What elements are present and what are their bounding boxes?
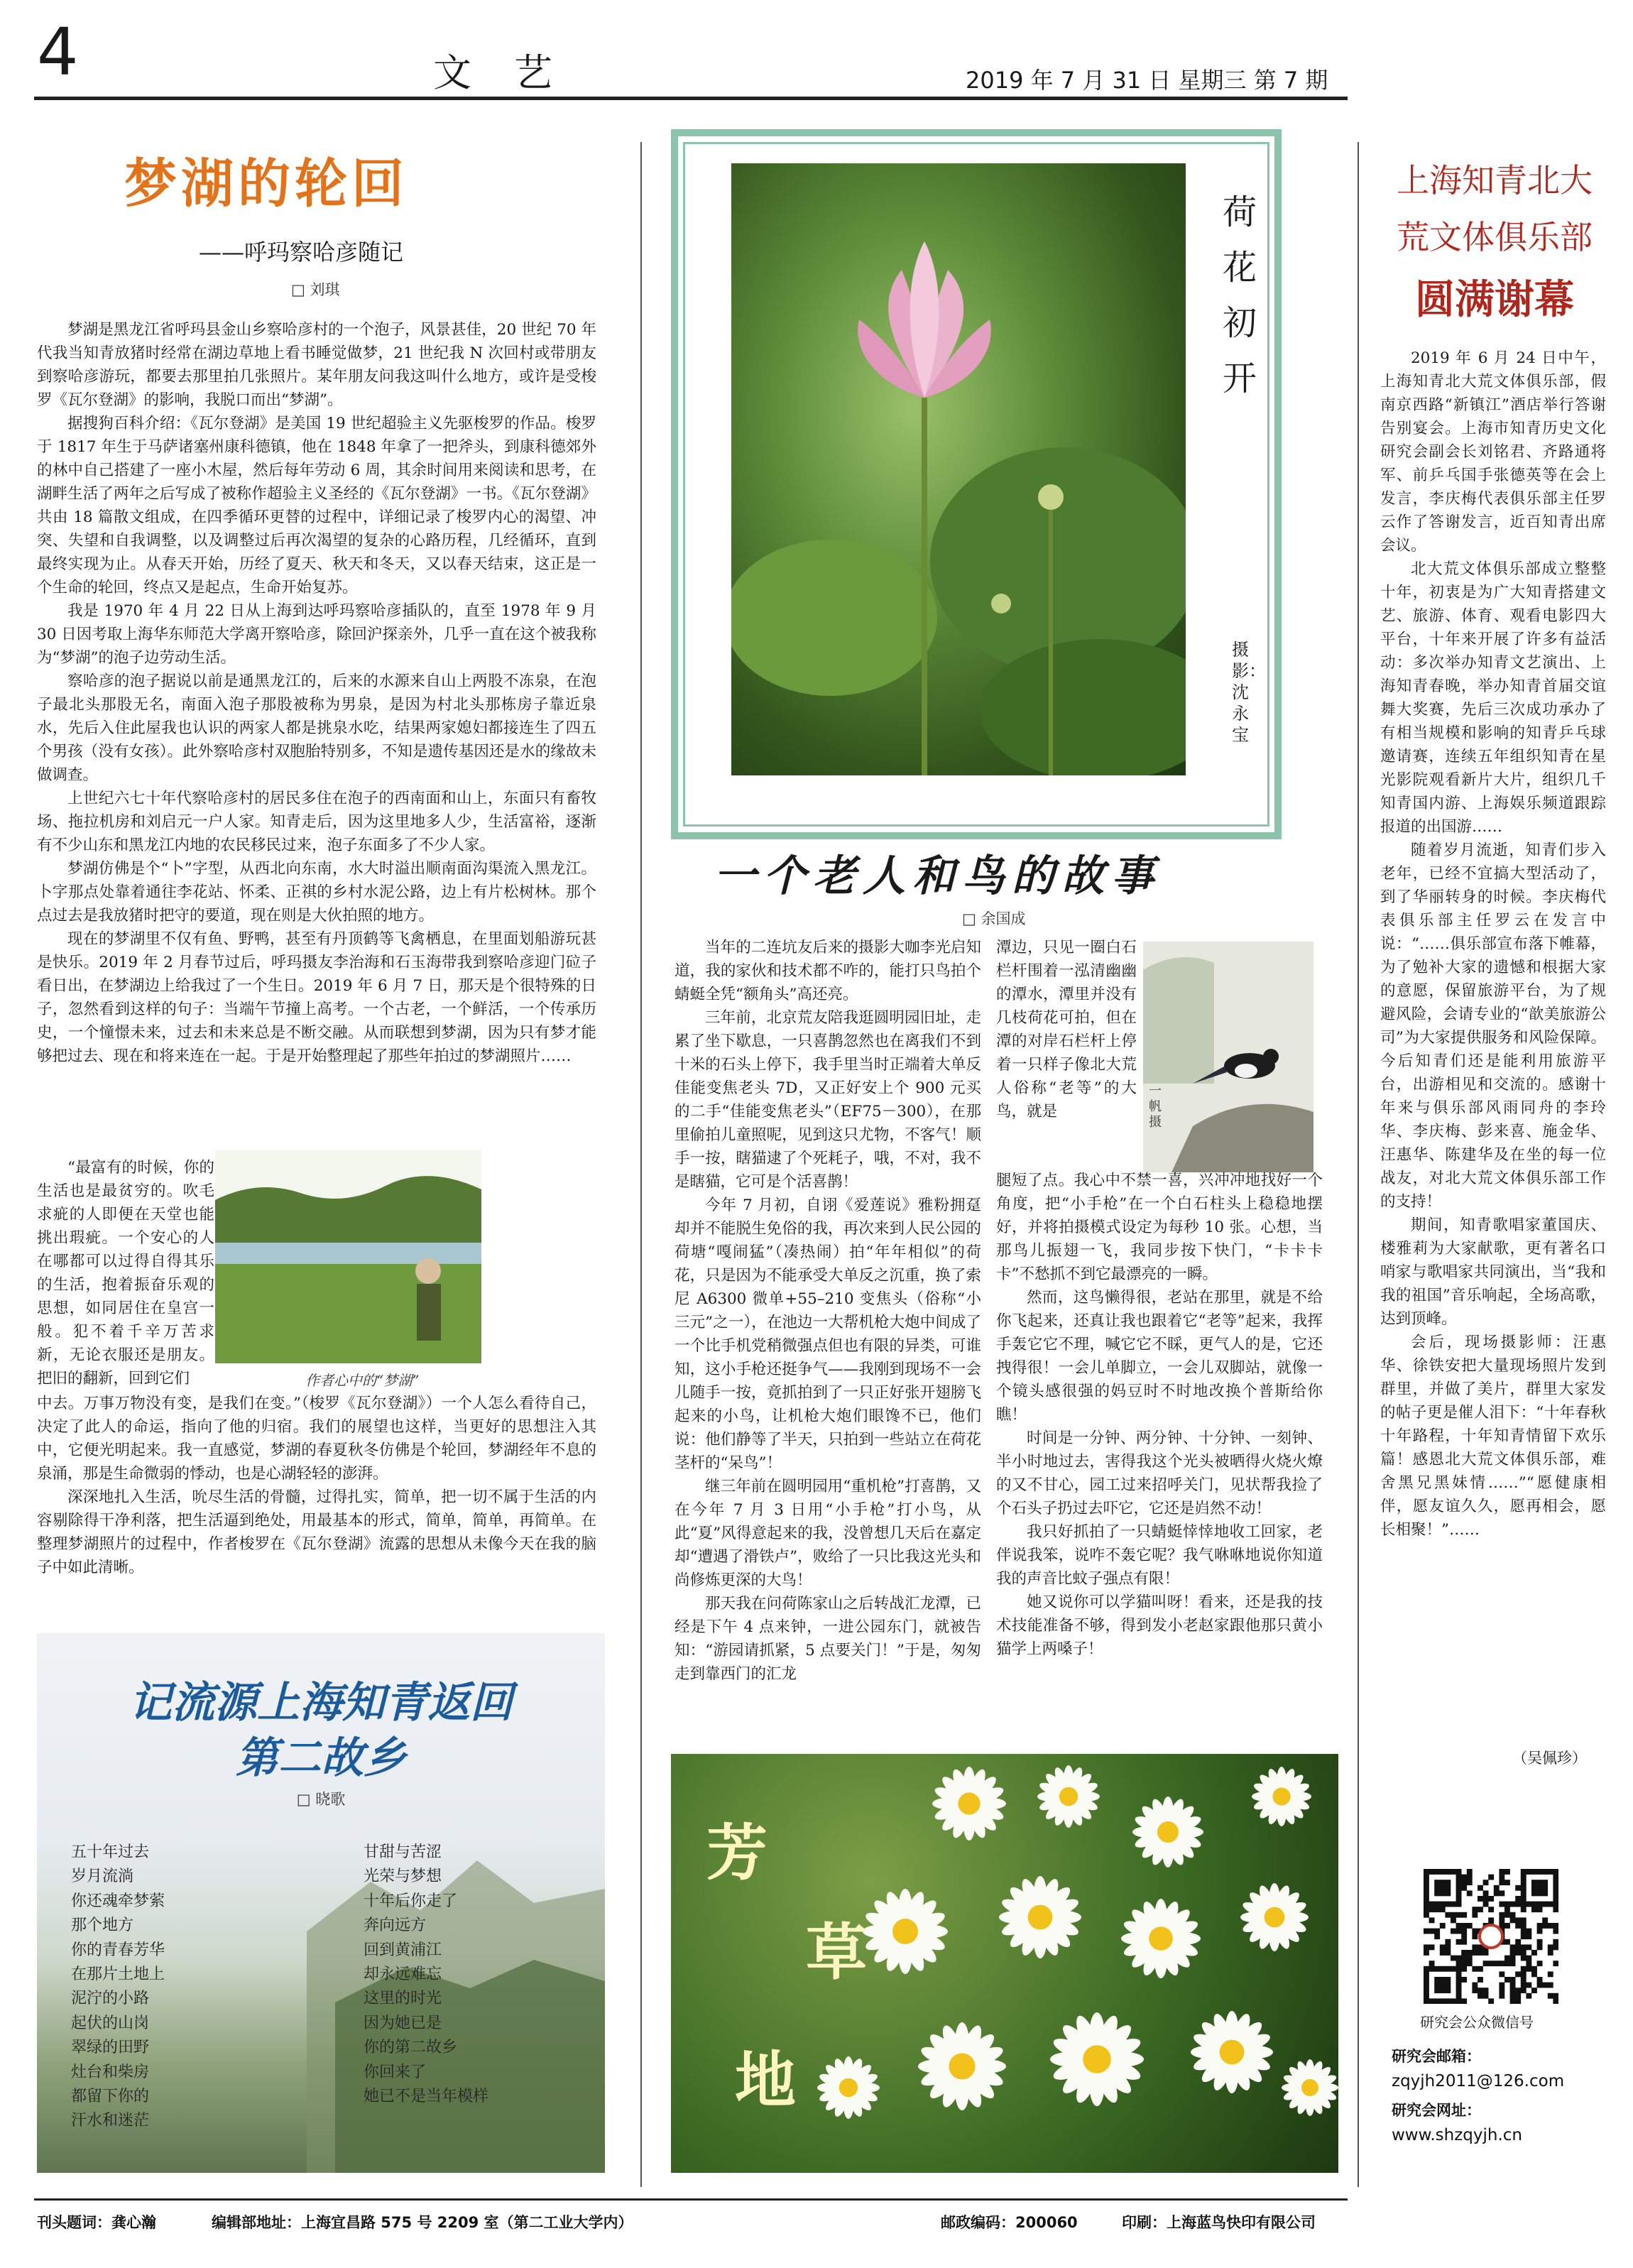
paragraph: 北大荒文体俱乐部成立整整十年，初衷是为广大知青搭建文艺、旅游、体育、观看电影四大平台，十年来开展了许多有益活动：多次举办知青文艺演出、上海知青春晚，举办知青首届交谊舞大奖赛，先后三次成功承办了有相当规模和影响的知青乒乓球邀请赛，连续五年组织知青在星光影院观看新片大片，组织几千知青国内游、上海娱乐频道跟踪报道的出国游…… xyxy=(1380,560,1606,836)
paragraph: “最富有的时候，你的生活也是最贫穷的。吹毛求疵的人即便在天堂也能挑出瑕疵。一个安心的人在哪都可以过得自得其乐的生活，抱着振奋乐观的思想，如同居住在皇宫一般。犯不着千辛万苦求新，无论衣服还是朋友。把旧的翻新，回到它们 xyxy=(37,1159,214,1387)
column-divider xyxy=(640,142,642,2187)
daisy-flower xyxy=(932,1767,1006,1841)
poem-line: 都留下你的 xyxy=(71,2088,150,2106)
paragraph: 中去。万事万物没有变，是我们在变。”（梭罗《瓦尔登湖》）一个人怎么看待自己，决定了此人的命运，指向了他的归宿。我们的展望也这样，当更好的思想注入其中，它便光明起来。我一直感觉，梦湖的春夏秋冬仿佛是个轮回，梦湖经年不息的泉涌，那是生命微弱的悸动，也是心湖轻轻的澎湃。 xyxy=(37,1395,596,1483)
article-column xyxy=(996,1169,1323,1661)
header-rule xyxy=(34,97,1348,100)
paragraph: 现在的梦湖里不仅有鱼、野鸭，甚至有丹顶鹤等飞禽栖息，在里面划船游玩甚是快乐。2019 年 2 月春节过后，呼玛摄友李治海和石玉海带我到察哈彦迎门砬子看日出，在梦湖边上给我过了一个生日。2019 年 6 月 7 日，那天是个很特殊的日子，忽然看到这样的句子：当端午节撞上高考。一个古老，一个鲜活，一个传承历史，一个憧憬未来，过去和未来总是不断交融。从而联想到梦湖，因为只有梦才能够把过去、现在和将来连在一起。于是开始整理起了那些年拍过的梦湖照片…… xyxy=(37,930,596,1065)
poem-line: 泥泞的小路 xyxy=(71,1990,150,2008)
daisy-flower xyxy=(863,1889,948,1974)
article-author: □ 刘琪 xyxy=(291,281,340,298)
lake-photo xyxy=(215,1150,481,1363)
poem-left-column xyxy=(71,1841,165,2134)
issue-date: 2019 年 7 月 31 日 星期三 第 7 期 xyxy=(966,67,1328,94)
article-title: 上海知青北大 xyxy=(1397,161,1593,200)
daisy-flower xyxy=(1240,1883,1309,1951)
daisy-flower xyxy=(1037,1765,1100,1828)
daisy-flower xyxy=(999,1876,1081,1958)
paragraph: 继三年前在圆明园用“重机枪”打喜鹊，又在今年 7 月 3 日用“小手枪”打小鸟，从此“夏”风得意起来的我，没曾想几天后在嘉定却“遭遇了滑铁卢”，败给了一只比我这光头和尚修炼更深的大鸟！ xyxy=(674,1478,981,1589)
poem-line: 却永远难忘 xyxy=(364,1966,442,1984)
footer-address: 编辑部地址：上海宜昌路 575 号 2209 室（第二工业大学内） xyxy=(212,2214,633,2231)
photo-title: 荷花初开 xyxy=(1222,192,1257,398)
daisy-flower xyxy=(817,2056,880,2119)
paragraph: 察哈彦的泡子据说以前是通黑龙江的，后来的水源来自山上两股不冻泉，在泡子最北头那股无名，南面入泡子那股被称为男泉，是因为村北头那栋房子靠近泉水，先后入住此屋我也认识的两家人都是挑泉水吃，结果两家媳妇都接连生了四五个男孩（没有女孩）。此外察哈彦村双胞胎特别多，不知是遗传基因还是水的缘故未做调查。 xyxy=(37,672,596,784)
article-body xyxy=(37,318,596,1068)
paragraph: 上世纪六七十年代察哈彦村的居民多住在泡子的西南面和山上，东面只有畜牧场、拖拉机房和刘启元一户人家。知青走后，因为这里地多人少，生活富裕，逐渐有不少山东和黑龙江内地的农民移民过来，泡子东面多了不少人家。 xyxy=(37,790,596,854)
lotus-photo-art xyxy=(731,163,1186,775)
footer-postal: 邮政编码：200060 xyxy=(941,2214,1078,2231)
paragraph: 那天我在问荷陈家山之后转战汇龙潭，已经是下午 4 点来钟，一进公园东门，就被告知：“游园请抓紧，5 点要关门！”于是，匆匆走到靠西门的汇龙 xyxy=(674,1595,981,1683)
paragraph: 随着岁月流逝，知青们步入老年，已经不宜搞大型活动了，到了华丽转身的时候。李庆梅代表俱乐部主任罗云在发言中说：“……俱乐部宣布落下帷幕，为了勉补大家的遗憾和根据大家的意愿，保留旅游平台，为了规避风险，会请专业的“歆美旅游公司”为大家提供服务和风险保障。今后知青们还是能利用旅游平台，出游相见和交流的。感谢十年来与俱乐部风雨同舟的李玲华、李庆梅、彭来喜、施金华、汪惠华、陈建华及在坐的每一位战友，对北大荒文体俱乐部工作的支持！ xyxy=(1380,841,1606,1211)
poem-line: 甘甜与苦涩 xyxy=(364,1843,442,1861)
article-title: 一个老人和鸟的故事 xyxy=(714,851,1161,901)
daisy-flower xyxy=(1191,2011,1273,2093)
poem-right-column xyxy=(364,1841,488,2109)
email-label: 研究会邮箱： xyxy=(1392,2048,1481,2065)
paragraph: 期间，知青歌唱家董国庆、楼雅莉为大家献歌，更有著名口哨家与歌唱家共同演出，当“我和我的祖国”音乐响起，全场高歌，达到顶峰。 xyxy=(1380,1216,1606,1328)
poem-line: 起伏的山岗 xyxy=(71,2014,150,2032)
paragraph: 当年的二连坑友后来的摄影大咖李光启知道，我的家伙和技术都不咋的，能打只鸟拍个蜻蜓全凭“额角头”高还亮。 xyxy=(674,939,981,1003)
article-body xyxy=(37,1392,596,1579)
flower-photo xyxy=(671,1754,1338,2173)
paragraph: 今年 7 月初，自诩《爱莲说》雅粉拥趸却并不能脱生免俗的我，再次来到人民公园的荷塘“嘎闹猛”（凑热闹）拍“年年相似”的荷花，只是因为不能承受大单反之沉重，换了索尼 A6300 微单+55–210 变焦头（俗称“小三元”之一），在池边一大帮机枪大炮中间成了一个比手机党稍微强点但也有限的异类，可谁知，这小手枪还挺争气——我刚到现场不一会儿随手一按，竟抓拍到了一只正好张开翅膀飞起来的小鸟，让机枪大炮们眼馋不已，他们说：他们静等了半天，只拍到一些站立在荷花茎杆的“呆鸟”！ xyxy=(674,1196,981,1472)
poem-line: 奔向远方 xyxy=(364,1917,427,1935)
paragraph: 我只好抓拍了一只蜻蜓悻悻地收工回家，老伴说我笨，说咋不轰它呢？我气咻咻地说你知道我的声音比蚊子强点有限！ xyxy=(996,1523,1323,1588)
qr-code[interactable] xyxy=(1424,1869,1558,2004)
column-divider xyxy=(1358,142,1359,2187)
poem-line: 灶台和柴房 xyxy=(71,2063,150,2081)
daisy-flower xyxy=(1132,1797,1203,1868)
bird-photo-art xyxy=(1143,942,1314,1172)
email-link[interactable]: zqyjh2011@126.com xyxy=(1392,2072,1565,2090)
paragraph: 然而，这鸟懒得很，老站在那里，就是不给你飞起来，还真让我也跟着它“老等”起来，我挥手轰它它不理，喊它它不睬，更气人的是，它还拽得很！一会儿单脚立，一会儿双脚站，就像一个镜头感很强的妈豆时不时地改换个普斯给你瞧！ xyxy=(996,1289,1323,1424)
poem-line: 你的青春芳华 xyxy=(71,1941,165,1959)
poem-line: 岁月流淌 xyxy=(71,1868,134,1886)
daisy-flower xyxy=(1121,1899,1201,1978)
poem-line: 因为她已是 xyxy=(364,2014,442,2032)
bird-photo xyxy=(1143,942,1314,1172)
flower-caption-char: 芳 xyxy=(706,1817,768,1889)
article-title: 荒文体俱乐部 xyxy=(1397,218,1593,256)
poem-panel xyxy=(37,1633,605,2173)
qr-caption: 研究会公众微信号 xyxy=(1420,2014,1534,2031)
poem-line: 五十年过去 xyxy=(71,1843,150,1861)
poem-line: 那个地方 xyxy=(71,1917,134,1935)
flower-caption-char: 草 xyxy=(806,1917,867,1988)
daisy-flower xyxy=(918,2022,1006,2110)
website-link[interactable]: www.shzqyjh.cn xyxy=(1392,2126,1522,2144)
poem-line: 光荣与梦想 xyxy=(364,1868,442,1886)
poem-line: 你还魂牵梦萦 xyxy=(71,1892,165,1910)
poem-author: □ 晓歌 xyxy=(296,1791,346,1808)
paragraph: 梦湖是黑龙江省呼玛县金山乡察哈彦村的一个泡子，风景甚佳，20 世纪 70 年代我当知青放猪时经常在湖边草地上看书睡觉做梦，21 世纪我 N 次回村或带朋友到察哈彦游玩，都要去那里拍几张照片。某年朋友问我这叫什么地方，或许是受梭罗《瓦尔登湖》的影响，我脱口而出“梦湖”。 xyxy=(37,321,596,409)
flower-caption-char: 地 xyxy=(735,2044,796,2116)
daisy-flower xyxy=(1282,2059,1338,2116)
page-number: 4 xyxy=(37,14,79,90)
article-body-wrap xyxy=(37,1156,214,1390)
lake-photo-art xyxy=(215,1150,481,1363)
paragraph: 腿短了点。我心中不禁一喜，兴冲冲地找好一个角度，把“小手枪”在一个白石柱头上稳稳地摆好，并将拍摄模式设定为每秒 10 张。心想，当那鸟儿振翅一飞，我同步按下快门，“卡卡卡卡”不愁抓不到它最漂亮的一瞬。 xyxy=(996,1172,1323,1283)
paragraph: 2019 年 6 月 24 日中午，上海知青北大荒文体俱乐部，假南京西路“新镇江”酒店举行答谢告别宴会。上海市知青历史文化研究会副会长刘铭君、齐路通将军、前乒乓国手张德英等在会上发言，李庆梅代表俱乐部主任罗云作了答谢发言，近百知青出席会议。 xyxy=(1380,349,1606,555)
footer-rule xyxy=(34,2198,1348,2201)
photo-credit: 摄影：沈永宝 xyxy=(1232,640,1266,745)
lotus-photo xyxy=(731,163,1186,775)
paragraph: 深深地扎入生活，吮尽生活的骨髓，过得扎实，简单，把一切不属于生活的内容剔除得干净利落，把生活逼到绝处，用最基本的形式，简单，简单，再简单。在整理梦湖照片的过程中，作者梭罗在《瓦尔登湖》流露的思想从未像今天在我的脑子中如此清晰。 xyxy=(37,1488,596,1576)
poem-line: 她已不是当年模样 xyxy=(364,2088,489,2106)
qr-code-icon xyxy=(1424,1869,1558,2004)
poem-title: 第二故乡 xyxy=(236,1733,406,1783)
section-title: 文艺 xyxy=(433,50,595,95)
article-signature: （吴佩珍） xyxy=(1512,1750,1587,1767)
poem-line: 你的第二故乡 xyxy=(364,2039,458,2057)
article-column-wrap xyxy=(996,936,1137,1123)
poem-line: 回到黄浦江 xyxy=(364,1941,442,1959)
paragraph: 据搜狗百科介绍：《瓦尔登湖》是美国 19 世纪超验主义先驱梭罗的作品。梭罗于 1817 年生于马萨诸塞州康科德镇，他在 1848 年拿了一把斧头，到康科德郊外的林中自己搭建了一座小木屋，然后每年劳动 6 周，其余时间用来阅读和思考，在湖畔生活了两年之后写成了被称作超验主义圣经的《瓦尔登湖》一书。《瓦尔登湖》共由 18 篇散文组成，在四季循环更替的过程中，详细记录了梭罗内心的渴望、冲突、失望和自我调整，以及调整过后再次渴望的复杂的心路历程，几经循环，直到最终实现为止。从春天开始，历经了夏天、秋天和冬天，又以春天结束，这正是一个生命的轮回，终点又是起点，生命开始复苏。 xyxy=(37,415,596,596)
paragraph: 她又说你可以学猫叫呀！看来，还是我的技术技能准备不够，得到发小老赵家跟他那只黄小猫学上两嗓子！ xyxy=(996,1593,1323,1658)
article-author: □ 余国成 xyxy=(962,910,1026,927)
poem-line: 翠绿的田野 xyxy=(71,2039,150,2057)
daisy-flower xyxy=(1050,2012,1144,2106)
daisy-flower xyxy=(1252,1767,1311,1826)
footer-printer: 印刷：上海蓝鸟快印有限公司 xyxy=(1122,2214,1316,2231)
bird-photo-credit: 一帆摄 xyxy=(1149,1084,1162,1130)
article-title: 圆满谢幕 xyxy=(1415,276,1574,323)
website-label: 研究会网址： xyxy=(1392,2102,1481,2119)
article-subtitle: ——呼玛察哈彦随记 xyxy=(199,239,404,266)
paragraph: 会后，现场摄影师：汪惠华、徐铁安把大量现场照片发到群里，并做了美片，群里大家发的帖子更是催人泪下：“十年春秋十年路程，十年知青情留下欢乐篇！感恩北大荒文体俱乐部，难舍黑兄黑妹情……”“愿健康相伴，愿友谊久久，愿再相会，愿长相聚！”…… xyxy=(1380,1334,1606,1539)
poem-line: 汗水和迷茫 xyxy=(71,2112,150,2130)
poem-line: 十年后你走了 xyxy=(364,1892,458,1910)
photo-caption: 作者心中的“梦湖” xyxy=(305,1372,420,1389)
paragraph: 时间是一分钟、两分钟、十分钟、一刻钟、半小时地过去，害得我这个光头被晒得火烧火燎的又不甘心，园工过来招呼关门，见状帮我捡了个石头子扔过去吓它，它还是岿然不动！ xyxy=(996,1429,1323,1517)
poem-title: 记流源上海知青返回 xyxy=(129,1678,513,1728)
poem-line: 你回来了 xyxy=(364,2063,427,2081)
article-column xyxy=(674,936,981,1686)
article-title: 梦湖的轮回 xyxy=(124,153,408,214)
footer-inscription: 刊头题词：龚心瀚 xyxy=(37,2214,156,2231)
paragraph: 梦湖仿佛是个“卜”字型，从西北向东南，水大时溢出顺南面沟渠流入黑龙江。卜字那点处靠着通往李花站、怀柔、正祺的乡村水泥公路，边上有片松树林。那个点过去是我放猪时把守的要道，现在则是大伙拍照的地方。 xyxy=(37,860,596,925)
article-body xyxy=(1380,347,1606,1542)
paragraph: 三年前，北京荒友陪我逛圆明园旧址，走累了坐下歇息，一只喜鹊忽然也在离我们不到十米的石头上停下，我手里当时正端着大单反佳能变焦老头 7D，又正好安上个 900 元买的二手“佳能变焦老头”（EF75－300），在那里偷拍儿童照呢，见到这只尤物，不客气！顺手一按，瞎猫逮了个死耗子，哦，不对，我不是瞎猫，它可是个活喜鹊！ xyxy=(674,1009,981,1191)
paragraph: 我是 1970 年 4 月 22 日从上海到达呼玛察哈彦插队的，直至 1978 年 9 月 30 日因考取上海华东师范大学离开察哈彦，除回沪探亲外，几乎一直在这个被我称为“梦湖”的泡子边劳动生活。 xyxy=(37,602,596,667)
poem-line: 在那片土地上 xyxy=(71,1966,165,1984)
poem-line: 这里的时光 xyxy=(364,1990,442,2008)
paragraph: 潭边，只见一圈白石栏杆围着一泓清幽幽的潭水，潭里并没有几枝荷花可拍，但在潭的对岸石栏杆上停着一只样子像北大荒人俗称“老等”的大鸟，就是 xyxy=(996,939,1137,1121)
